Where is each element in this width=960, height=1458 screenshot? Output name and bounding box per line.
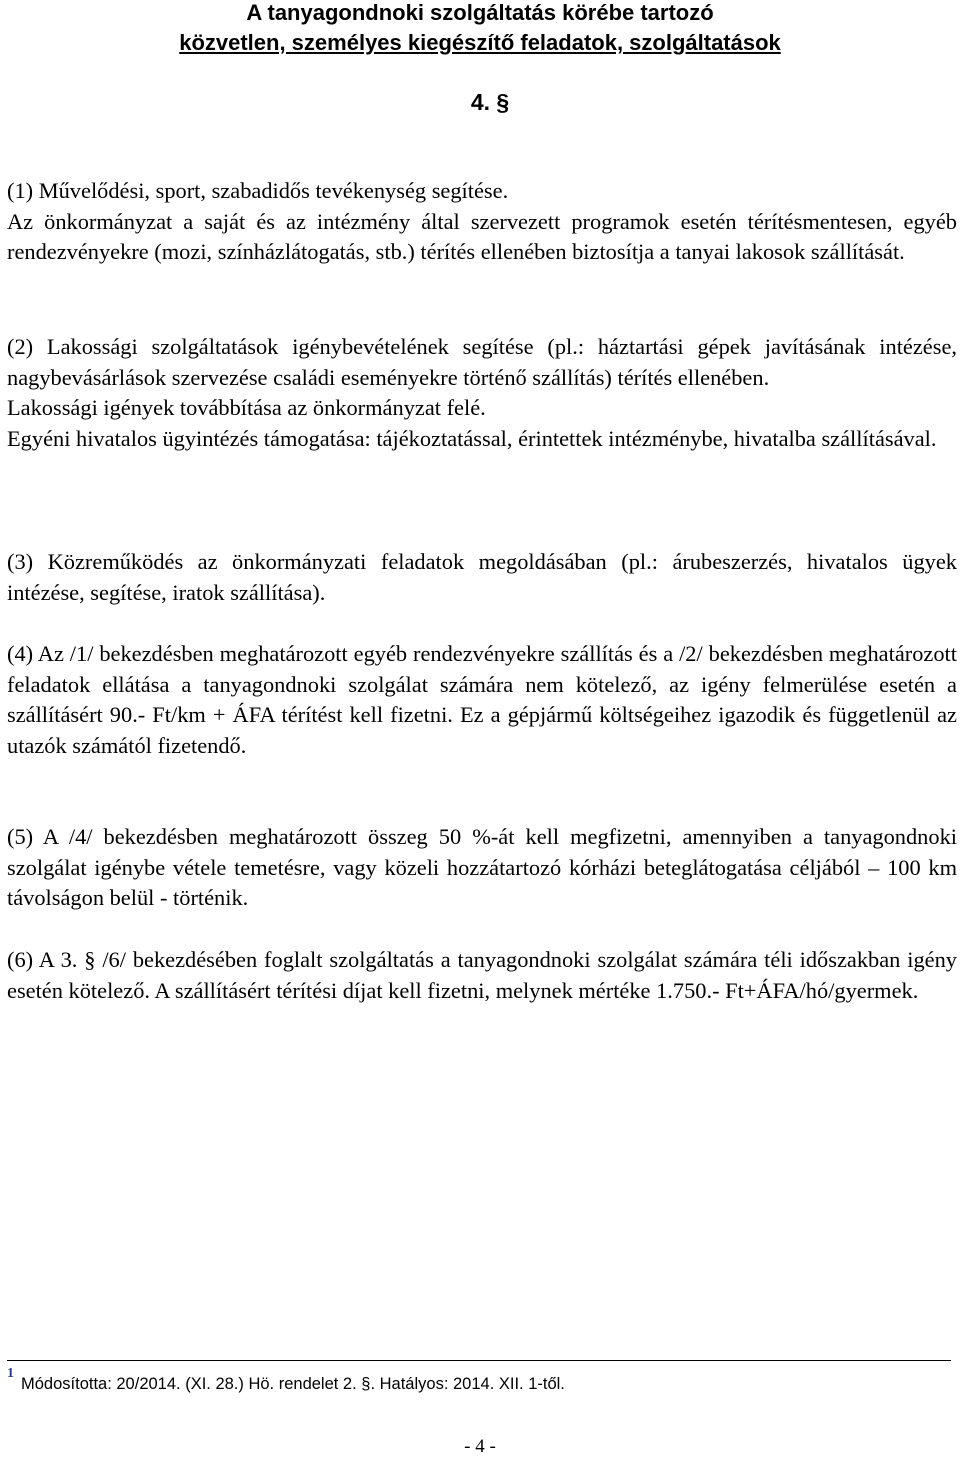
document-title-line-1: A tanyagondnoki szolgáltatás körébe tartozó bbox=[246, 0, 714, 25]
paragraph-4 bbox=[7, 639, 957, 761]
paragraph-5 bbox=[7, 822, 957, 914]
paragraph-3 bbox=[7, 547, 957, 608]
paragraph-6 bbox=[7, 945, 957, 1006]
footnote-divider bbox=[7, 1360, 951, 1361]
paragraph-5-body: (5) A /4/ bekezdésben meghatározott összeg 50 %-át kell megfizetni, amennyiben a tanyagondnoki szolgálat igénybe vétele temetésre, vagy közeli hozzátartozó kórházi beteglátogatása céljából – 100 km távolságon belül - történik. bbox=[7, 824, 957, 910]
paragraph-2-line-2: Lakossági igények továbbítása az önkormányzat felé. bbox=[7, 395, 486, 420]
page-number: - 4 - bbox=[464, 1436, 496, 1457]
paragraph-2-line-3: Egyéni hivatalos ügyintézés támogatása: tájékoztatással, érintettek intézménybe, hivatalba szállításával. bbox=[7, 425, 937, 451]
paragraph-6-body: (6) A 3. § /6/ bekezdésében foglalt szolgáltatás a tanyagondnoki szolgálat számára téli időszakban igény esetén kötelező. A szállításért térítési díjat kell fizetni, melynek mértéke 1.750.- Ft+ÁFA/hó/gyermek. bbox=[7, 947, 957, 1003]
paragraph-1-body: Az önkormányzat a saját és az intézmény által szervezett programok esetén térítésmentesen, egyéb rendezvényekre (mozi, színházlátogatás, stb.) térítés ellenében biztosítja a tanyai lakosok szállítását. bbox=[7, 208, 957, 264]
paragraph-1-heading: (1) Művelődési, sport, szabadidős tevékenység segítése. bbox=[7, 178, 509, 203]
footnote-text: Módosította: 20/2014. (XI. 28.) Hö. rendelet 2. §. Hatályos: 2014. XII. 1-től. bbox=[21, 1375, 565, 1393]
document-title-line-2: közvetlen, személyes kiegészítő feladatok, szolgáltatások bbox=[179, 30, 781, 55]
footnote-marker[interactable]: 1 bbox=[7, 1366, 14, 1381]
section-heading: 4. § bbox=[470, 89, 510, 115]
paragraph-3-body: (3) Közreműködés az önkormányzati feladatok megoldásában (pl.: árubeszerzés, hivatalos ügyek intézése, segítése, iratok szállítása). bbox=[7, 549, 957, 605]
paragraph-4-body: (4) Az /1/ bekezdésben meghatározott egyéb rendezvényekre szállítás és a /2/ bekezdésben meghatározott feladatok ellátása a tanyagondnoki szolgálat számára nem kötelező, az igény felmerülése esetén a szállításért 90.- Ft/km + ÁFA térítést kell fizetni. Ez a gépjármű költségeihez igazodik és függetlenül az utazók számától fizetendő. bbox=[7, 641, 957, 758]
paragraph-2-body: (2) Lakossági szolgáltatások igénybevételének segítése (pl.: háztartási gépek javításának intézése, nagybevásárlások szervezése családi eseményekre történő szállítás) térítés ellenében. bbox=[7, 334, 957, 390]
paragraph-1 bbox=[7, 176, 957, 268]
paragraph-2 bbox=[7, 332, 957, 454]
